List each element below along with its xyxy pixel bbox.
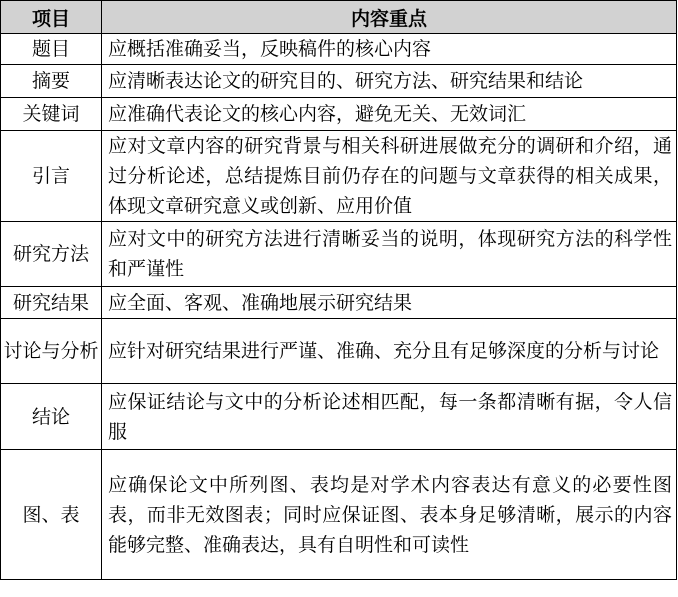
row-item-introduction: 引言 bbox=[1, 131, 102, 222]
row-item-methods: 研究方法 bbox=[1, 222, 102, 287]
row-item-figures-tables: 图、表 bbox=[1, 450, 102, 580]
row-item-title: 题目 bbox=[1, 34, 102, 65]
table-row bbox=[1, 222, 677, 287]
table-row bbox=[1, 131, 677, 222]
row-content-abstract: 应清晰表达论文的研究目的、研究方法、研究结果和结论 bbox=[102, 65, 677, 98]
row-item-conclusion: 结论 bbox=[1, 384, 102, 450]
row-content-figures-tables: 应确保论文中所列图、表均是对学术内容表达有意义的必要性图表，而非无效图表；同时应保证图、表本身足够清晰，展示的内容能够完整、准确表达，具有自明性和可读性 bbox=[102, 450, 677, 580]
table-row bbox=[1, 65, 677, 98]
table-row bbox=[1, 287, 677, 319]
table-row bbox=[1, 450, 677, 580]
row-content-keywords: 应准确代表论文的核心内容，避免无关、无效词汇 bbox=[102, 98, 677, 131]
row-item-abstract: 摘要 bbox=[1, 65, 102, 98]
row-content-conclusion: 应保证结论与文中的分析论述相匹配，每一条都清晰有据，令人信服 bbox=[102, 384, 677, 450]
row-item-discussion: 讨论与分析 bbox=[1, 319, 102, 384]
row-item-results: 研究结果 bbox=[1, 287, 102, 319]
table-row bbox=[1, 34, 677, 65]
row-item-keywords: 关键词 bbox=[1, 98, 102, 131]
header-item: 项目 bbox=[1, 1, 102, 34]
row-content-methods: 应对文中的研究方法进行清晰妥当的说明，体现研究方法的科学性和严谨性 bbox=[102, 222, 677, 287]
row-content-introduction: 应对文章内容的研究背景与相关科研进展做充分的调研和介绍，通过分析论述，总结提炼目前仍存在的问题与文章获得的相关成果，体现文章研究意义或创新、应用价值 bbox=[102, 131, 677, 222]
row-content-discussion: 应针对研究结果进行严谨、准确、充分且有足够深度的分析与讨论 bbox=[102, 319, 677, 384]
row-content-results: 应全面、客观、准确地展示研究结果 bbox=[102, 287, 677, 319]
header-content: 内容重点 bbox=[102, 1, 677, 34]
table-row bbox=[1, 98, 677, 131]
table-row bbox=[1, 384, 677, 450]
table-header-row bbox=[1, 1, 677, 34]
row-content-title: 应概括准确妥当，反映稿件的核心内容 bbox=[102, 34, 677, 65]
table-row bbox=[1, 319, 677, 384]
